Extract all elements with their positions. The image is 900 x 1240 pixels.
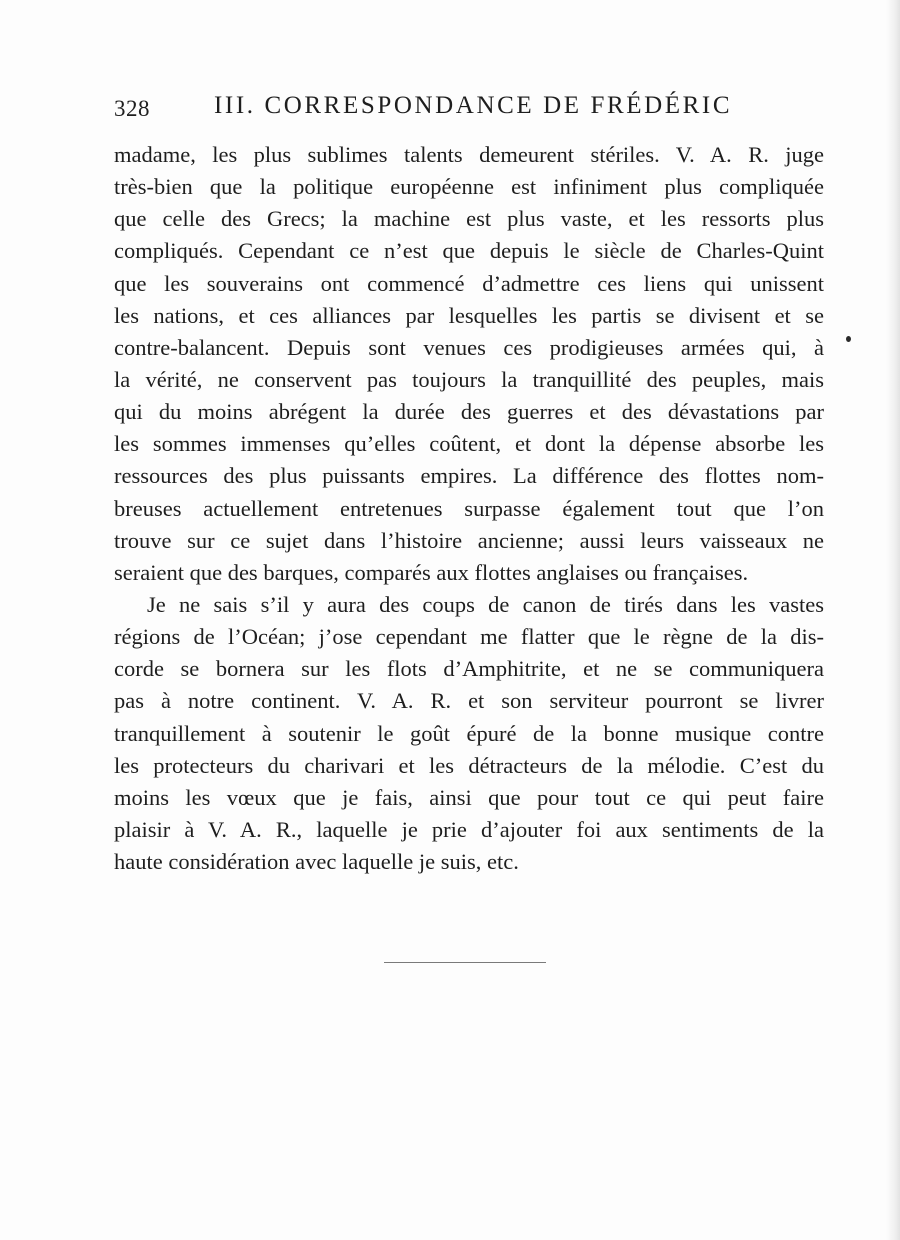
ink-speck (846, 336, 851, 342)
text-line: corde se bornera sur les flots d’Amphitrite, et ne se communiquera (114, 656, 824, 682)
text-line: qui du moins abrégent la durée des guerres et des dévastations par (114, 399, 824, 425)
text-line: haute considération avec laquelle je suis, etc. (114, 849, 519, 875)
text-line: contre-balancent. Depuis sont venues ces prodigieuses armées qui, à (114, 334, 824, 360)
text-line: seraient que des barques, comparés aux flottes anglaises ou françaises. (114, 559, 749, 585)
text-line: que les souverains ont commencé d’admettre ces liens qui unissent (114, 270, 824, 296)
section-rule (384, 962, 546, 963)
text-line: breuses actuellement entretenues surpasse également tout que l’on (114, 495, 824, 521)
text-line: trouve sur ce sujet dans l’histoire ancienne; aussi leurs vaisseaux ne (114, 527, 824, 553)
text-line: les sommes immenses qu’elles coûtent, et dont la dépense absorbe les (114, 431, 824, 457)
text-line: la vérité, ne conservent pas toujours la tranquillité des peuples, mais (114, 366, 824, 392)
text-line: pas à notre continent. V. A. R. et son serviteur pourront se livrer (114, 688, 824, 714)
text-line: moins les vœux que je fais, ainsi que pour tout ce qui peut faire (114, 784, 824, 810)
page-edge-shadow (886, 0, 900, 1240)
page-header (114, 92, 834, 128)
text-line: tranquillement à soutenir le goût épuré de la bonne musique contre (114, 720, 824, 746)
text-line: les nations, et ces alliances par lesquelles les partis se divisent et se (114, 302, 824, 328)
text-line: ressources des plus puissants empires. La différence des flottes nom- (114, 463, 824, 489)
body-text (114, 139, 824, 878)
running-title: III. CORRESPONDANCE DE FRÉDÉRIC (214, 92, 733, 119)
text-line: Je ne sais s’il y aura des coups de canon de tirés dans les vastes (147, 591, 824, 617)
page-number: 328 (114, 96, 150, 121)
text-line: plaisir à V. A. R., laquelle je prie d’ajouter foi aux sentiments de la (114, 816, 824, 842)
text-line: madame, les plus sublimes talents demeurent stériles. V. A. R. juge (114, 142, 824, 167)
text-line: les protecteurs du charivari et les détracteurs de la mélodie. C’est du (114, 752, 824, 778)
text-line: que celle des Grecs; la machine est plus vaste, et les ressorts plus (114, 206, 824, 232)
text-line: très-bien que la politique européenne est infiniment plus compliquée (114, 174, 824, 200)
text-line: régions de l’Océan; j’ose cependant me flatter que le règne de la dis- (114, 624, 824, 650)
text-line: compliqués. Cependant ce n’est que depuis le siècle de Charles-Quint (114, 238, 824, 264)
